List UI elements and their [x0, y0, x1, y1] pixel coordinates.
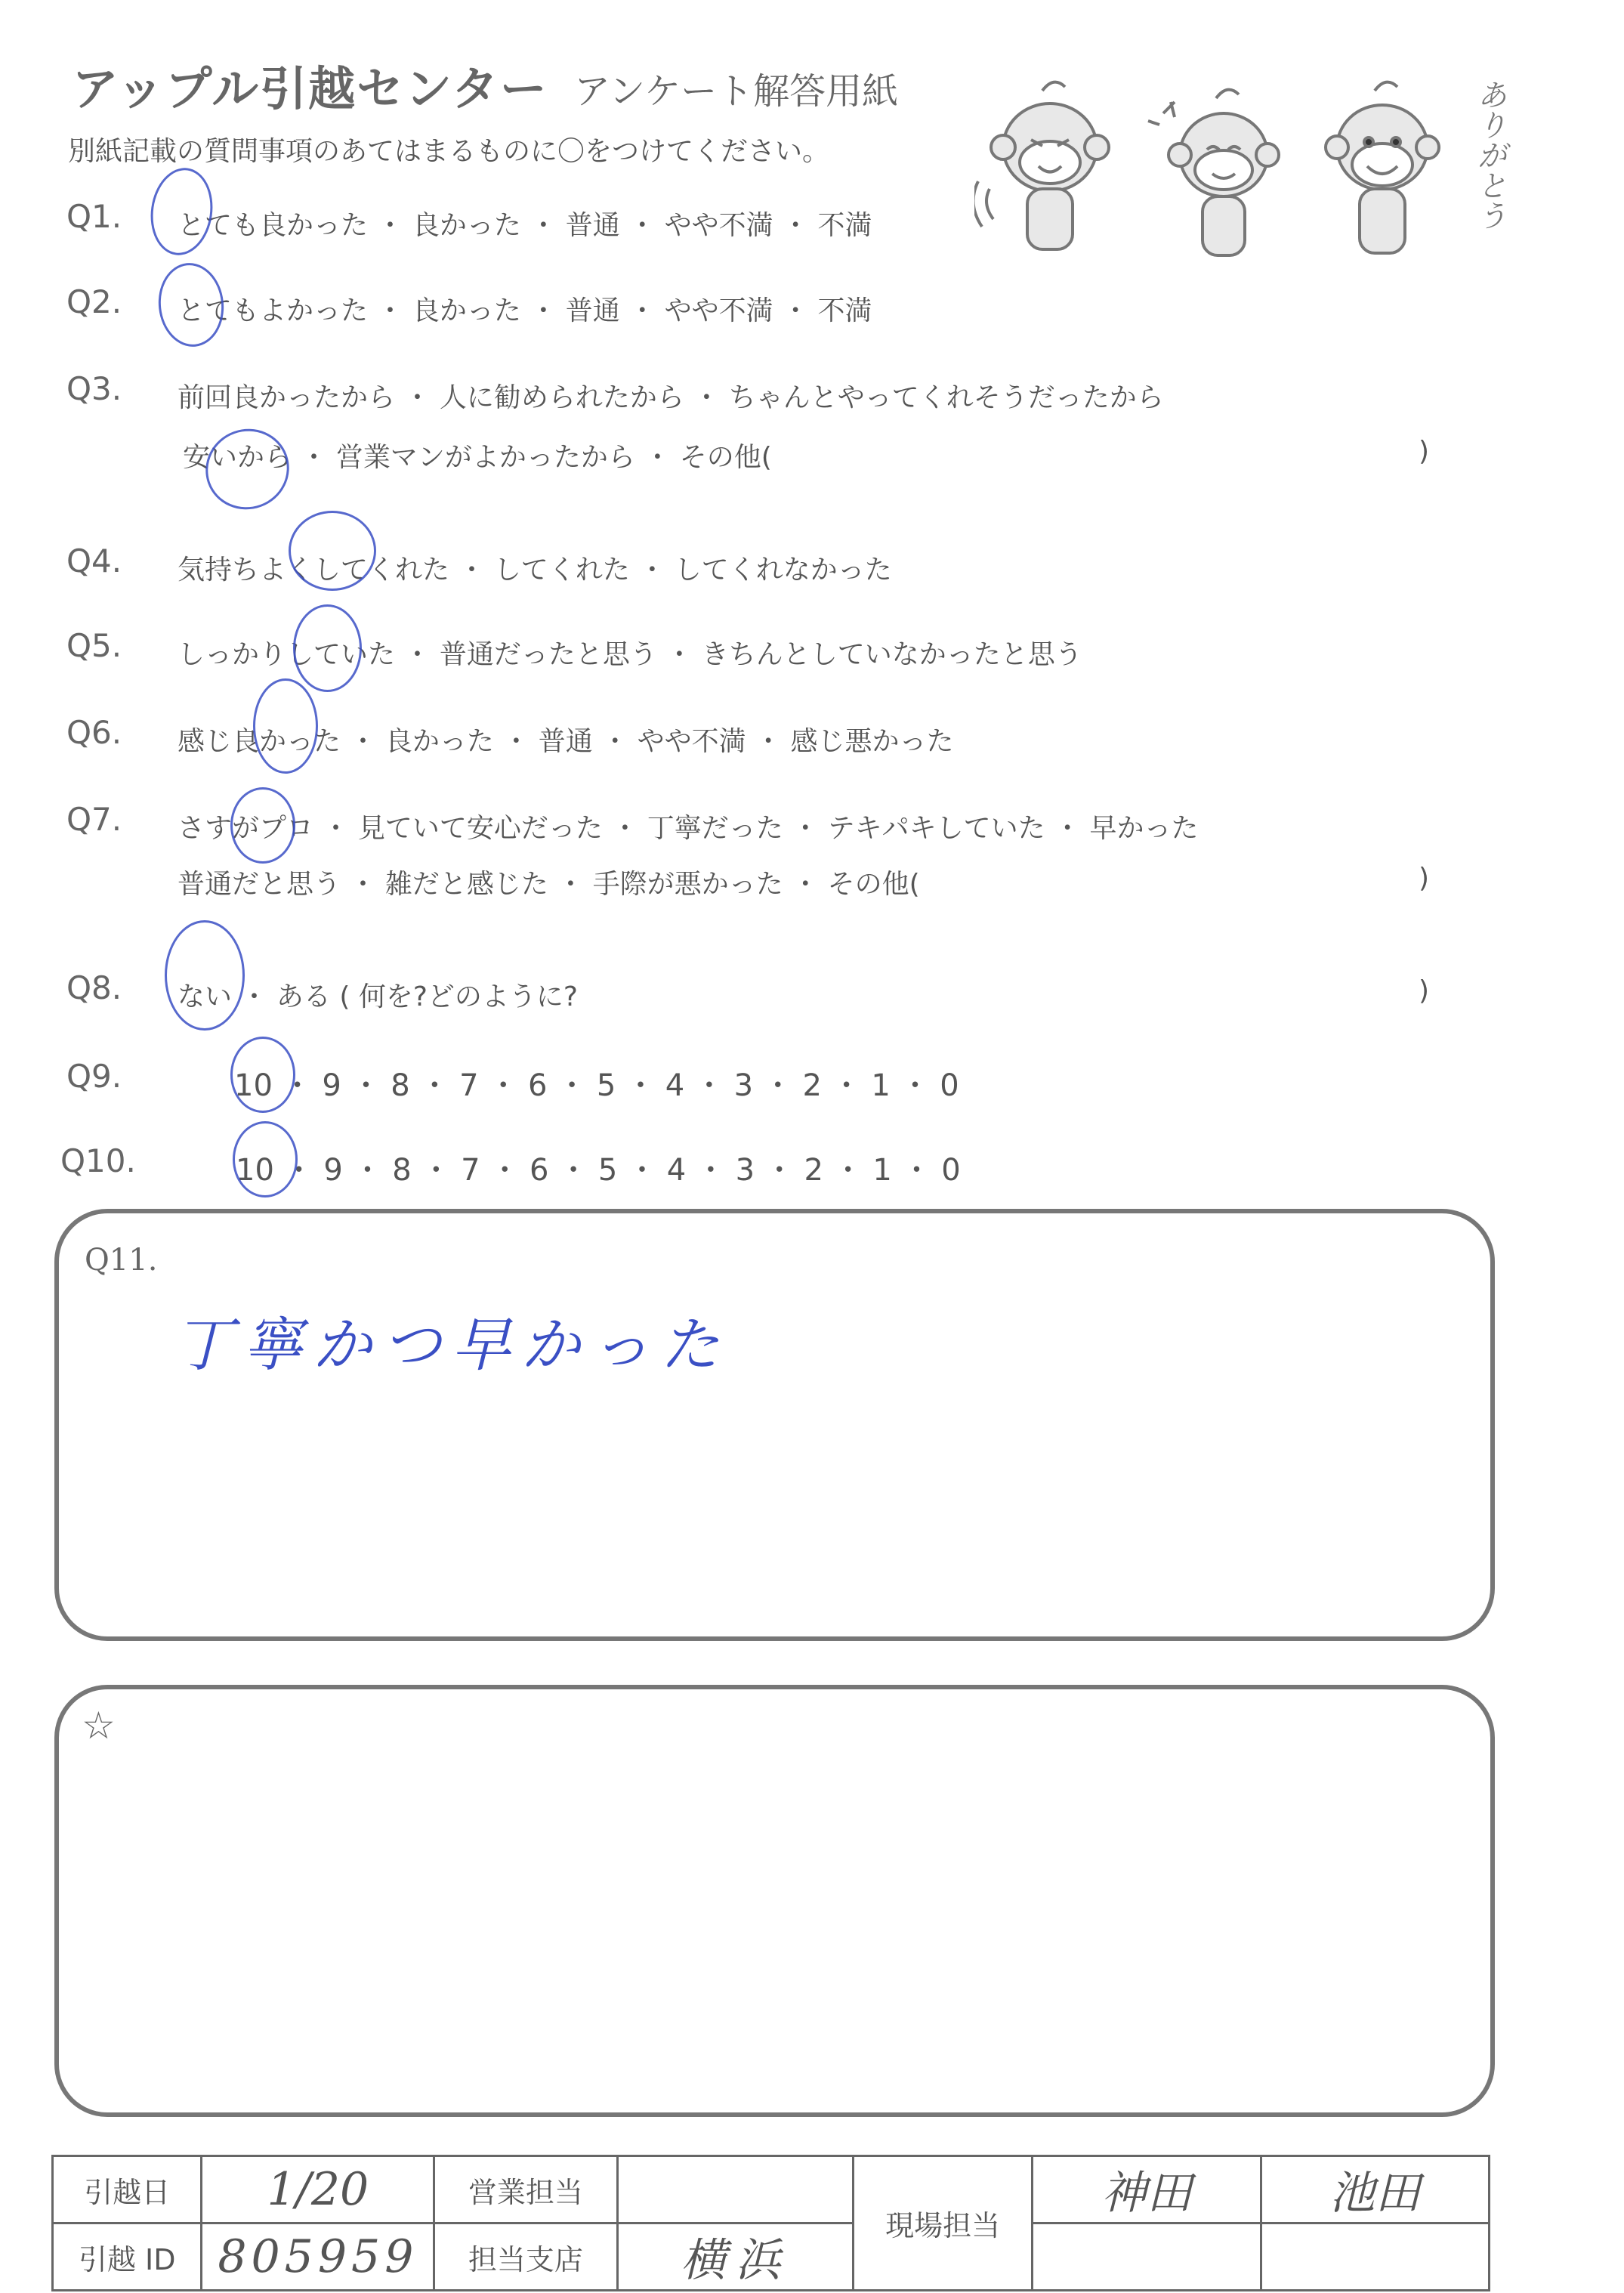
- q11-comment-box: [54, 1209, 1495, 1641]
- q3-label: Q3.: [66, 370, 122, 407]
- move-id-value: 805959: [202, 2223, 434, 2291]
- branch-label: 担当支店: [434, 2223, 617, 2291]
- move-date-label: 引越日: [53, 2156, 202, 2223]
- free-comment-box: [54, 1685, 1495, 2117]
- q10-scale: 10 ・ 9 ・ 8 ・ 7 ・ 6 ・ 5 ・ 4 ・ 3 ・ 2 ・ 1 ・ 0: [236, 1153, 961, 1188]
- answer-circle-q3: [194, 417, 301, 521]
- q2-label: Q2.: [66, 283, 122, 320]
- monkey-icon: [1326, 82, 1439, 253]
- mascot-illustration: [974, 76, 1458, 272]
- footer-table: [51, 2155, 1490, 2291]
- q6-options: 感じ良かった ・ 良かった ・ 普通 ・ やや不満 ・ 感じ悪かった: [178, 726, 954, 757]
- q2-options: とてもよかった ・ 良かった ・ 普通 ・ やや不満 ・ 不満: [178, 295, 872, 326]
- monkey-icon: [974, 82, 1109, 249]
- q11-label: Q11.: [85, 1243, 158, 1278]
- answer-circle-q8: [165, 920, 245, 1031]
- move-date-value: 1/20: [202, 2156, 434, 2223]
- q10-label: Q10.: [60, 1142, 136, 1179]
- q5-options: しっかりしていた ・ 普通だったと思う ・ きちんとしていなかったと思う: [178, 639, 1082, 670]
- answer-circle-q9: [230, 1037, 295, 1113]
- monkey-icon: [1148, 90, 1279, 255]
- q8-options: ない ・ ある ( 何を?どのように?: [178, 981, 579, 1012]
- sales-rep-label: 営業担当: [434, 2156, 617, 2223]
- q6-label: Q6.: [66, 714, 122, 751]
- answer-circle-q7: [230, 787, 295, 864]
- site-staff-1: 神田: [1033, 2156, 1261, 2223]
- star-icon: ☆: [82, 1704, 116, 1748]
- answer-circle-q6: [253, 678, 318, 774]
- answer-circle-q1: [145, 164, 218, 259]
- answer-circle-q10: [233, 1121, 298, 1197]
- instruction-text: 別紙記載の質問事項のあてはまるものに〇をつけてください。: [68, 136, 830, 167]
- q1-options: とても良かった ・ 良かった ・ 普通 ・ やや不満 ・ 不満: [178, 210, 872, 241]
- thanks-text: ありがとう: [1472, 79, 1507, 230]
- q8-close-paren: ): [1419, 975, 1430, 1006]
- q3-close-paren: ): [1419, 436, 1430, 467]
- q11-handwritten-answer: 丁寧かつ早かった: [174, 1312, 730, 1380]
- sales-rep-value: [617, 2156, 853, 2223]
- site-staff-empty-1: [1033, 2223, 1261, 2291]
- branch-value: 横浜: [617, 2223, 853, 2291]
- q3-options-line1: 前回良かったから ・ 人に勧められたから ・ ちゃんとやってくれそうだったから: [178, 382, 1164, 413]
- site-staff-empty-2: [1261, 2223, 1489, 2291]
- q9-scale: 10 ・ 9 ・ 8 ・ 7 ・ 6 ・ 5 ・ 4 ・ 3 ・ 2 ・ 1 ・ 0: [234, 1068, 959, 1103]
- q1-label: Q1.: [66, 198, 122, 235]
- q3-options-line2: 安いから ・ 営業マンがよかったから ・ その他(: [183, 442, 772, 473]
- form-subtitle: アンケート解答用紙: [574, 70, 899, 113]
- q8-label: Q8.: [66, 969, 122, 1006]
- move-id-label: 引越 ID: [53, 2223, 202, 2291]
- answer-circle-q2: [154, 260, 227, 350]
- q7-options-line2: 普通だと思う ・ 雑だと感じた ・ 手際が悪かった ・ その他(: [178, 869, 920, 900]
- form-title: アップル引越センター: [72, 61, 548, 116]
- answer-circle-q5: [293, 604, 362, 692]
- q4-label: Q4.: [66, 542, 122, 579]
- q7-options-line1: さすがプロ ・ 見ていて安心だった ・ 丁寧だった ・ テキパキしていた ・ 早かった: [178, 813, 1199, 844]
- q9-label: Q9.: [66, 1058, 122, 1095]
- answer-circle-q4: [289, 511, 376, 591]
- q5-label: Q5.: [66, 627, 122, 664]
- q4-options: 気持ちよくしてくれた ・ してくれた ・ してくれなかった: [178, 555, 892, 586]
- q7-close-paren: ): [1419, 863, 1430, 894]
- site-staff-2: 池田: [1261, 2156, 1489, 2223]
- site-staff-label: 現場担当: [853, 2156, 1032, 2291]
- q7-label: Q7.: [66, 801, 122, 838]
